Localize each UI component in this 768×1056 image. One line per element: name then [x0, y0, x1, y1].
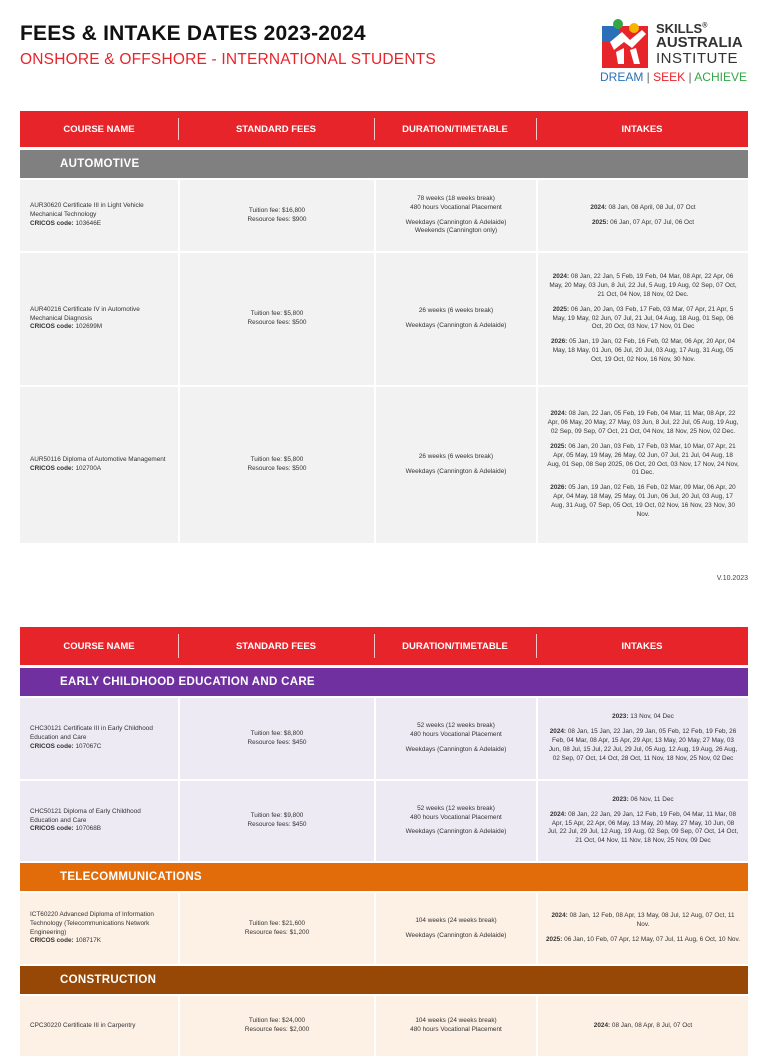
fees-cell: Tuition fee: $16,800 Resource fees: $900: [178, 180, 374, 251]
intakes-cell: 2024: 08 Jan, 12 Feb, 08 Apr, 13 May, 08 Jul, 12 Aug, 07 Oct, 11 Nov. 2025: 06 Jan, 10 Feb, 07 Apr, 12 May, 07 Jul, 11 Aug, 6 Oct, 10 Nov.: [536, 893, 748, 964]
intakes-cell: 2024: 08 Jan, 08 April, 08 Jul, 07 Oct 2025: 06 Jan, 07 Apr, 07 Jul, 06 Oct: [536, 180, 748, 251]
column-header-duration: DURATION/TIMETABLE: [374, 627, 536, 665]
duration-cell: 26 weeks (6 weeks break) Weekdays (Cannington & Adelaide): [374, 253, 536, 385]
document-header: [20, 22, 436, 69]
fees-cell: Tuition fee: $5,800 Resource fees: $500: [178, 253, 374, 385]
institute-logo: [600, 18, 750, 88]
logo-tagline: DREAM | SEEK | ACHIEVE: [600, 70, 747, 84]
fees-cell: Tuition fee: $24,000 Resource fees: $2,000: [178, 996, 374, 1056]
logo-word-skills: SKILLS®: [656, 21, 708, 36]
section-header-early-childhood: EARLY CHILDHOOD EDUCATION AND CARE: [20, 668, 748, 696]
intakes-cell: 2024: 08 Jan, 22 Jan, 05 Feb, 19 Feb, 04 Mar, 11 Mar, 08 Apr, 22 Apr, 06 May, 20 May, 27 May, 03 Jun, 8 Jul, 22 Jul, 05 Aug, 19 Aug, 02 Sep, 09 Sep, 07 Oct, 21 Oct, 04 Nov, 18 Nov, 25 Nov, 02 Dec. 2025: 06 Jan, 20 Jan, 03 Feb, 17 Feb, 03 Mar, 10 Mar, 07 Apr, 21 Apr, 05 May, 19 May, 26 May, 02 Jun, 07 Jul, 21 Jul, 04 Aug, 18 Aug, 01 Sep, 08 Sep 2025, 06 Oct, 20 Oct, 03 Nov, 17 Nov, 24 Nov, 01 Dec. 2026: 05 Jan, 19 Jan, 02 Feb, 16 Feb, 02 Mar, 09 Mar, 06 Apr, 20 Apr, 04 May, 18 May, 25 May, 01 Jun, 06 Jul, 20 Jul, 03 Aug, 17 Aug, 31 Aug, 07 Sep, 05 Oct, 19 Oct, 02 Nov, 16 Nov, 23 Nov, 30 Nov.: [536, 387, 748, 543]
intakes-cell: 2024: 08 Jan, 08 Apr, 8 Jul, 07 Oct: [536, 996, 748, 1056]
logo-word-institute: INSTITUTE: [656, 50, 738, 67]
fees-cell: Tuition fee: $8,800 Resource fees: $450: [178, 698, 374, 779]
column-header-intakes: INTAKES: [536, 627, 748, 665]
course-name-cell: AUR50116 Diploma of Automotive Management CRICOS code: 102700A: [30, 456, 166, 472]
page-title: FEES & INTAKE DATES 2023-2024: [20, 22, 366, 45]
fees-table-1: [20, 111, 748, 543]
page-subtitle: ONSHORE & OFFSHORE - INTERNATIONAL STUDENTS: [20, 51, 436, 68]
column-header-intakes: INTAKES: [536, 111, 748, 147]
course-row: [20, 996, 748, 1056]
course-row: [20, 893, 748, 964]
fees-cell: Tuition fee: $9,800 Resource fees: $450: [178, 781, 374, 861]
course-row: [20, 698, 748, 779]
version-label: V.10.2023: [716, 575, 748, 582]
course-name-cell: CHC50121 Diploma of Early Childhood Education and Care CRICOS code: 107068B: [30, 807, 141, 833]
course-row: [20, 387, 748, 543]
course-name-cell: ICT60220 Advanced Diploma of Information Technology (Telecommunications Network Engineering) CRICOS code: 108717K: [30, 910, 154, 945]
course-name-cell: CHC30121 Certificate III in Early Childhood Education and Care CRICOS code: 107067C: [30, 725, 153, 750]
duration-cell: 104 weeks (24 weeks break) Weekdays (Cannington & Adelaide): [374, 893, 536, 964]
table-header-row: [20, 111, 748, 147]
logo-word-australia: AUSTRALIA: [656, 34, 743, 51]
column-header-fees: STANDARD FEES: [178, 111, 374, 147]
figures-logo-icon: [600, 18, 650, 68]
column-header-duration: DURATION/TIMETABLE: [374, 111, 536, 147]
course-name-cell: AUR30620 Certificate III in Light Vehicle Mechanical Technology CRICOS code: 103646E: [30, 202, 144, 227]
course-row: [20, 781, 748, 861]
column-header-course: COURSE NAME: [63, 123, 135, 135]
intakes-cell: 2023: 13 Nov, 04 Dec 2024: 08 Jan, 15 Jan, 22 Jan, 29 Jan, 05 Feb, 12 Feb, 19 Feb, 26 Feb, 04 Mar, 08 Apr, 15 Apr, 29 Apr, 13 May, 20 May, 27 May, 03 Jun, 08 Jul, 15 Jul, 22 Jul, 29 Jul, 05 Aug, 12 Aug, 19 Aug, 26 Aug, 02 Sep, 07 Oct, 14 Oct, 28 Oct, 11 Nov, 18 Nov, 25 Nov, 02 Dec: [536, 698, 748, 779]
duration-cell: 52 weeks (12 weeks break) 480 hours Vocational Placement Weekdays (Cannington & Adelaide): [374, 781, 536, 861]
duration-cell: 52 weeks (12 weeks break) 480 hours Vocational Placement Weekdays (Cannington & Adelaide): [374, 698, 536, 779]
section-header-telecommunications: TELECOMMUNICATIONS: [20, 863, 748, 891]
duration-cell: 78 weeks (18 weeks break) 480 hours Vocational Placement Weekdays (Cannington & Adelaide) Weekends (Cannington only): [374, 180, 536, 251]
fees-cell: Tuition fee: $5,800 Resource fees: $500: [178, 387, 374, 543]
course-row: [20, 180, 748, 251]
intakes-cell: 2024: 08 Jan, 22 Jan, 5 Feb, 19 Feb, 04 Mar, 08 Apr, 22 Apr, 06 May, 20 May, 03 Jun, 8 Jul, 22 Jul, 5 Aug, 19 Aug, 02 Sep, 07 Oct, 21 Oct, 04 Nov, 18 Nov, 02 Dec. 2025: 06 Jan, 20 Jan, 03 Feb, 17 Feb, 03 Mar, 07 Apr, 21 Apr, 5 May, 19 May, 02 Jun, 07 Jul, 21 Jul, 04 Aug, 18 Aug, 01 Sep, 06 Oct, 20 Oct, 03 Nov, 17 Nov, 01 Dec 2026: 05 Jan, 19 Jan, 02 Feb, 16 Feb, 02 Mar, 06 Apr, 20 Apr, 04 May, 18 May, 01 Jun, 06 Jul, 20 Jul, 03 Aug, 17 Aug, 31 Aug, 05 Oct, 19 Oct, 02 Nov, 16 Nov, 30 Nov.: [536, 253, 748, 385]
course-name-cell: CPC30220 Certificate III in Carpentry: [30, 1021, 136, 1029]
fees-table-2: [20, 627, 748, 1056]
course-row: [20, 253, 748, 385]
fees-cell: Tuition fee: $21,600 Resource fees: $1,200: [178, 893, 374, 964]
column-header-fees: STANDARD FEES: [178, 627, 374, 665]
section-header-construction: CONSTRUCTION: [20, 966, 748, 994]
intakes-cell: 2023: 06 Nov, 11 Dec 2024: 08 Jan, 22 Jan, 29 Jan, 12 Feb, 19 Feb, 04 Mar, 11 Mar, 08 Apr, 15 Apr, 22 Apr, 06 May, 13 May, 20 May, 27 May, 10 Jun, 08 Jul, 22 Jul, 29 Jul, 12 Aug, 19 Aug, 02 Sep, 09 Sep, 07 Oct, 14 Oct, 21 Oct, 04 Nov, 11 Nov, 18 Nov, 25 Nov, 09 Dec: [536, 781, 748, 861]
section-header-automotive: AUTOMOTIVE: [20, 150, 748, 178]
duration-cell: 26 weeks (6 weeks break) Weekdays (Cannington & Adelaide): [374, 387, 536, 543]
course-name-cell: AUR40216 Certificate IV in Automotive Mechanical Diagnosis CRICOS code: 102699M: [30, 305, 140, 331]
table-header-row: [20, 627, 748, 665]
duration-cell: 104 weeks (24 weeks break) 480 hours Vocational Placement: [374, 996, 536, 1056]
column-header-course: COURSE NAME: [63, 640, 135, 652]
